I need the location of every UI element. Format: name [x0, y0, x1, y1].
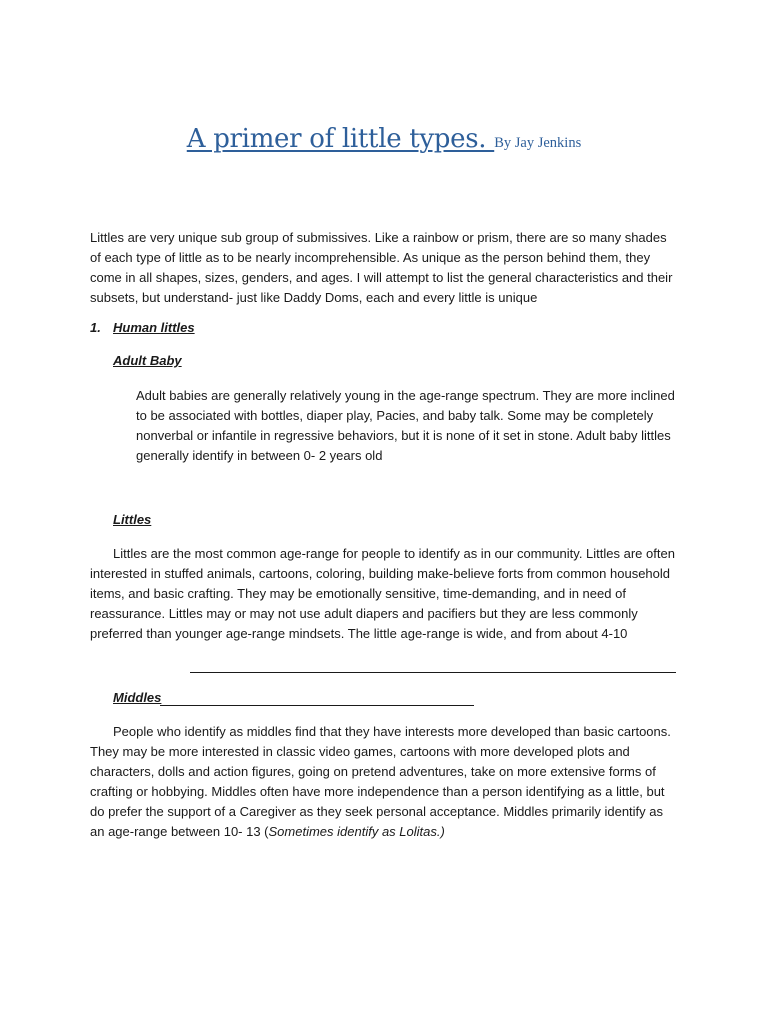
document-title: A primer of little types. — [186, 124, 495, 154]
intro-paragraph: Littles are very unique sub group of submissives. Like a rainbow or prism, there are so many shades of each type of little as to be nearly incomprehensible. As unique as the person behind them, they come in all shapes, sizes, genders, and ages. I will attempt to list the general characteristics and their subsets, but understand- just like Daddy Doms, each and every little is unique — [90, 230, 673, 305]
middles-paragraph — [90, 722, 680, 842]
subheading-adult-baby: Adult Baby — [113, 353, 182, 368]
title-line — [0, 124, 768, 154]
subheading-middles: Middles — [113, 690, 162, 705]
middles-heading-rule — [160, 705, 474, 706]
middles-italic-note: Sometimes identify as Lolitas.) — [268, 824, 445, 839]
horizontal-rule — [190, 672, 676, 673]
section-number: 1. — [90, 320, 101, 335]
middles-text: People who identify as middles find that they have interests more developed than basic cartoons. They may be more interested in classic video games, cartoons with more developed plots and characters, dolls and action figures, going on pretend adventures, take on more extensive forms of crafting or hobbying. Middles often have more independence than a person identifying as a little, but do prefer the support of a Caregiver as they seek personal acceptance. Middles primarily identify as an age-range between 10- 13 ( — [90, 724, 671, 839]
document-byline: By Jay Jenkins — [494, 135, 582, 151]
subheading-littles: Littles — [113, 512, 152, 527]
section-heading-human-littles — [90, 320, 195, 335]
section-heading-label: Human littles — [113, 320, 195, 335]
adult-baby-paragraph: Adult babies are generally relatively young in the age-range spectrum. They are more inclined to be associated with bottles, diaper play, Pacies, and baby talk. Some may be completely nonverbal or infantile in regressive behaviors, but it is none of it set in stone. Adult baby littles generally identify in between 0- 2 years old — [136, 388, 675, 463]
littles-paragraph: Littles are the most common age-range for people to identify as in our community. Littles are often interested in stuffed animals, cartoons, coloring, building make-believe forts from common household items, and basic crafting. They may be emotionally sensitive, time-demanding, and in need of reassurance. Littles may or may not use adult diapers and pacifiers but they are less commonly preferred than younger age-range mindsets. The little age-range is wide, and from about 4-10 — [90, 546, 675, 641]
